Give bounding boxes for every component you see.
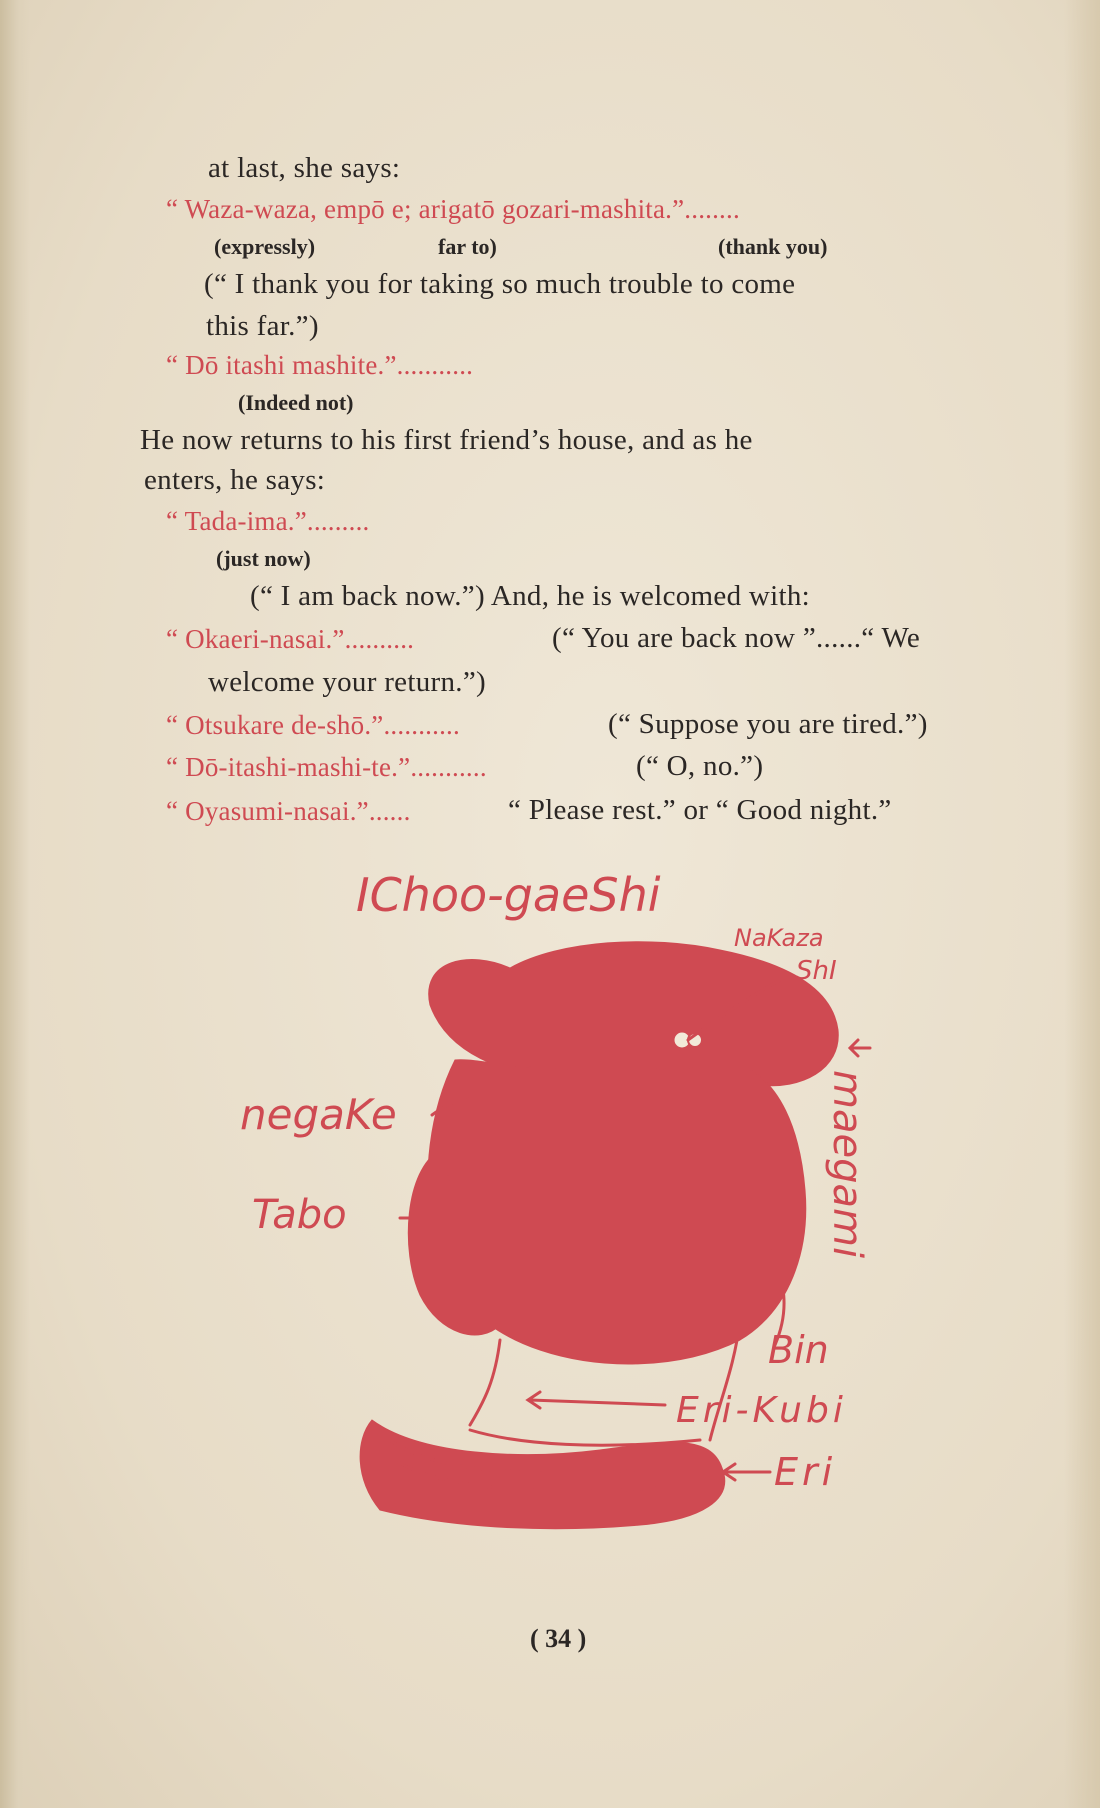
phrase-english: (“ Suppose you are tired.”) (608, 708, 928, 740)
phrase-japanese: “ Oyasumi-nasai.”...... (166, 796, 411, 826)
translation-line: this far.”) (206, 310, 319, 342)
gloss-expressly: (expressly) (214, 234, 316, 259)
japanese-phrase: “ Dō itashi mashite.”........... (166, 350, 474, 380)
label-nakazashi: NaKaza (734, 924, 824, 952)
label-maegami: maegami (824, 1070, 870, 1259)
narrative-line: enters, he says: (144, 464, 326, 496)
gloss-thank-you: (thank you) (718, 234, 828, 259)
label-negake: negaKe (240, 1090, 397, 1139)
maegami-pointer (850, 1040, 870, 1056)
gloss-just-now: (just now) (216, 546, 311, 571)
label-erikubi: Eri-Kubi (676, 1390, 847, 1431)
page-number: ( 34 ) (530, 1624, 587, 1653)
narrative-line: He now returns to his first friend’s house, and as he (140, 424, 753, 456)
narrative-line: (“ I am back now.”) And, he is welcomed with: (250, 580, 811, 612)
erikubi-arrow (528, 1392, 665, 1408)
gloss-far-to: far to) (438, 234, 497, 259)
phrase-english: (“ O, no.”) (636, 750, 764, 782)
text-line: at last, she says: (208, 152, 401, 184)
translation-line: (“ I thank you for taking so much trouble to come (204, 268, 796, 300)
eri-arrow (723, 1464, 770, 1480)
label-nakazashi-2: ShI (796, 956, 837, 986)
illustration-title: IChoo-gaeShi (356, 868, 661, 922)
japanese-phrase: “ Tada-ima.”......... (166, 506, 370, 536)
phrase-japanese: “ Dō-itashi-mashi-te.”........... (166, 752, 487, 782)
phrase-japanese: “ Okaeri-nasai.”.......... (166, 624, 415, 654)
label-tabo: Tabo (252, 1192, 347, 1238)
phrase-english: (“ You are back now ”......“ We (552, 622, 921, 654)
phrase-english: “ Please rest.” or “ Good night.” (508, 794, 892, 826)
label-eri: Eri (774, 1450, 837, 1494)
collar-shape (360, 1420, 725, 1529)
phrase-english: welcome your return.”) (208, 666, 486, 698)
label-bin: Bin (768, 1328, 829, 1372)
phrase-japanese: “ Otsukare de-shō.”........... (166, 710, 460, 740)
gloss-indeed-not: (Indeed not) (238, 390, 354, 415)
japanese-phrase: “ Waza-waza, empō e; arigatō gozari-mashita.”........ (166, 194, 740, 224)
